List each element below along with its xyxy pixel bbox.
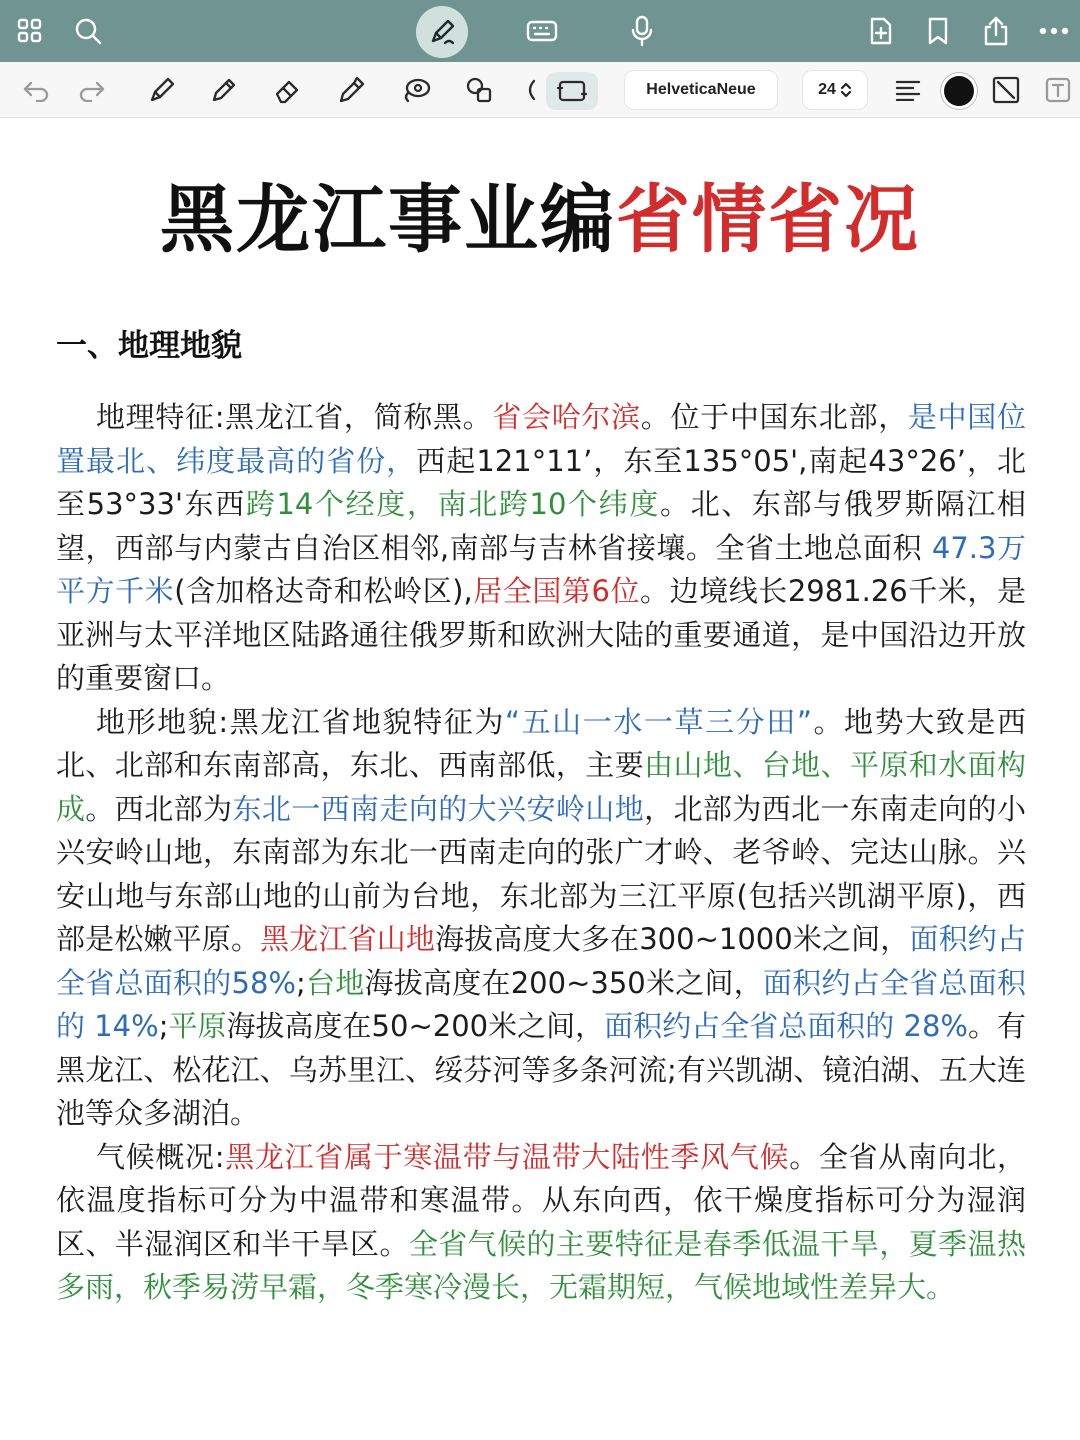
text-run: 是中国位置最北、纬度最高的省份，	[56, 400, 1026, 478]
text-run: 。位于中国东北部，	[640, 400, 908, 434]
text-run: 海拔高度大多在300~1000米之间，	[435, 922, 910, 956]
text-run: 东北一西南走向的大兴安岭山地	[232, 791, 645, 826]
text-run: 47.3万平方千米	[56, 530, 1026, 608]
top-app-bar	[0, 0, 1080, 62]
text-run: “五山一水一草三分田”	[504, 704, 812, 739]
line-style-icon[interactable]	[986, 62, 1026, 118]
textbox-tool-button[interactable]	[546, 72, 598, 110]
text-run: 居全国第6位	[472, 574, 641, 608]
keyboard-icon[interactable]	[522, 0, 562, 62]
text-run: 。地势大致是西北、北部和东南部高，东北、西南部低，主要	[56, 704, 1026, 782]
text-run: ，北部为西北一东南走向的小兴安岭山地，东南部为东北一西南走向的张广才岭、老爷岭、完达山脉。兴安山地与东部山地的山前为台地，东北部为三江平原(包括兴凯湖平原)，西部是松嫩平原。	[56, 791, 1026, 956]
chevron-updown-icon	[840, 81, 852, 99]
text-run: 气候概况:	[96, 1139, 225, 1174]
add-page-icon[interactable]	[862, 0, 898, 62]
text-style-icon[interactable]	[1040, 62, 1076, 118]
font-family-selector[interactable]: HelveticaNeue	[624, 70, 778, 110]
pen-icon	[427, 17, 457, 47]
text-run: 面积约占全省总面积的 14%	[56, 965, 1026, 1043]
text-run: ;	[295, 965, 306, 1000]
text-run: 。北、东部与俄罗斯隔江相望，西部与内蒙古自治区相邻,南部与吉林省接壤。全省土地总面积	[56, 487, 1026, 565]
title-black: 黑龙江事业编	[160, 177, 616, 263]
search-icon[interactable]	[70, 0, 106, 62]
align-icon[interactable]	[888, 62, 928, 118]
text-run: 黑龙江省山地	[260, 922, 436, 956]
lasso-icon[interactable]	[396, 62, 436, 118]
section-heading: 一、地理地貌	[56, 328, 242, 364]
page-title	[0, 170, 1080, 270]
text-run: 西起121°11’，东至135°05',南起43°26’，北至53°33'东西	[56, 443, 1026, 521]
share-icon[interactable]	[976, 0, 1016, 62]
text-run: 。全省从南向北，依温度指标可分为中温带和寒温带。从东向西，依干燥度指标可分为湿润区、半湿润区和半干旱区。	[56, 1139, 1026, 1261]
text-run: 全省气候的主要特征是春季低温干旱，夏季温热多雨，秋季易涝早霜，冬季寒冷漫长，无霜期短，气候地域性差异大。	[56, 1226, 1026, 1304]
text-run: 平原	[168, 1009, 227, 1043]
tools-bar	[0, 62, 1080, 118]
text-run: 海拔高度在50~200米之间，	[226, 1009, 605, 1043]
highlighter-icon[interactable]	[330, 62, 370, 118]
text-run: 台地	[305, 965, 365, 1000]
text-run: 面积约占全省总面积的58%	[56, 922, 1026, 1000]
pen-mode-button[interactable]	[416, 6, 468, 58]
text-run: 。有黑龙江、松花江、乌苏里江、绥芬河等多条河流;有兴凯湖、镜泊湖、五大连池等众多湖泊。	[56, 1009, 1026, 1130]
textbox-icon	[556, 78, 588, 104]
text-run: 地形地貌:黑龙江省地貌特征为	[96, 704, 505, 739]
text-run: 省会哈尔滨	[492, 400, 641, 434]
pen-tool-icon[interactable]	[142, 62, 182, 118]
text-run: (含加格达奇和松岭区),	[174, 574, 473, 608]
redo-icon[interactable]	[72, 62, 112, 118]
microphone-icon[interactable]	[624, 0, 660, 62]
partial-tool-icon[interactable]	[520, 62, 540, 118]
text-run: 跨14个经度，南北跨10个纬度	[245, 487, 660, 521]
paragraph-geography	[56, 396, 1026, 701]
font-size-value: 24	[818, 81, 836, 98]
text-run: 面积约占全省总面积的 28%	[604, 1009, 968, 1043]
bookmark-icon[interactable]	[920, 0, 956, 62]
more-icon[interactable]	[1034, 0, 1074, 62]
text-run: 海拔高度在200~350米之间，	[364, 965, 763, 1000]
document-body	[56, 396, 1026, 1310]
title-red: 省情省况	[616, 177, 920, 263]
text-run: ;	[158, 1009, 169, 1043]
paragraph-terrain	[56, 701, 1026, 1136]
undo-icon[interactable]	[16, 62, 56, 118]
eraser-icon[interactable]	[268, 62, 308, 118]
text-run: 由山地、台地、平原和水面构成	[56, 748, 1026, 826]
color-icon[interactable]	[944, 76, 974, 106]
text-run: 黑龙江省属于寒温带与温带大陆性季风气候	[224, 1139, 790, 1174]
font-size-selector[interactable]	[802, 70, 868, 110]
paragraph-climate	[56, 1136, 1026, 1310]
text-run: 。边境线长2981.26千米，是亚洲与太平洋地区陆路通往俄罗斯和欧洲大陆的重要通道，是中国沿边开放的重要窗口。	[56, 574, 1026, 695]
text-run: 。西北部为	[85, 791, 233, 826]
pencil-icon[interactable]	[204, 62, 244, 118]
shapes-icon[interactable]	[460, 62, 500, 118]
text-run: 地理特征:黑龙江省，简称黑。	[96, 400, 493, 434]
grid-icon[interactable]	[12, 0, 48, 62]
